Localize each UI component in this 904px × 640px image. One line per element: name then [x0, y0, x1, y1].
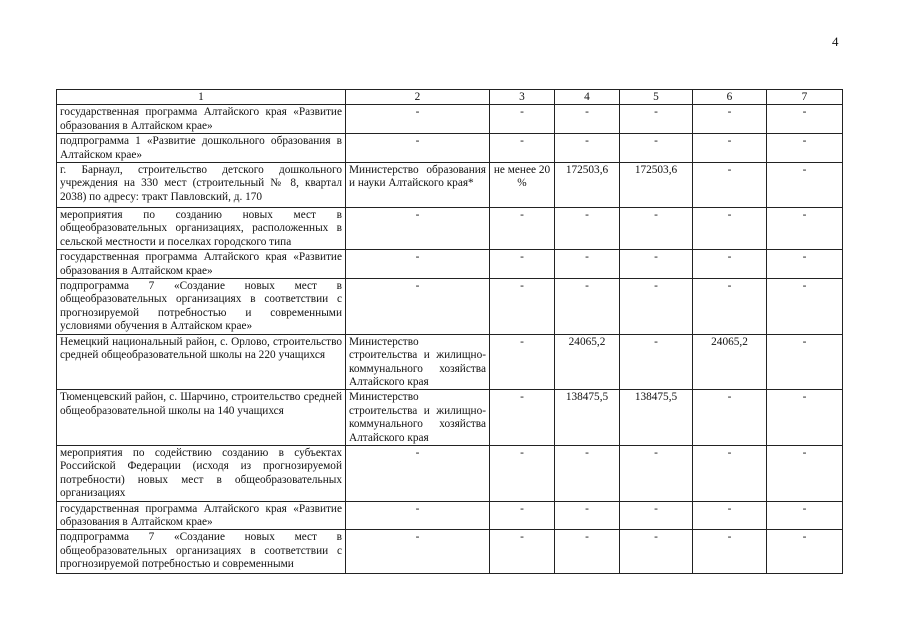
table-cell-col5: -	[620, 105, 693, 134]
table-row	[57, 163, 843, 208]
table-cell-col3: -	[490, 501, 555, 530]
table-row	[57, 279, 843, 335]
table-cell-col4: -	[555, 279, 620, 335]
table-cell-col5: -	[620, 134, 693, 163]
table-cell-col4: -	[555, 530, 620, 574]
table-cell-col5: -	[620, 279, 693, 335]
header-cell-1: 1	[57, 90, 346, 105]
table-cell-col2: -	[346, 445, 490, 501]
table-cell-col4: 24065,2	[555, 334, 620, 390]
table-cell-col3: -	[490, 208, 555, 250]
table-cell-col7: -	[767, 279, 843, 335]
table-cell-col1: государственная программа Алтайского края «Развитие образования в Алтайском крае»	[57, 105, 346, 134]
table-cell-col3: -	[490, 390, 555, 446]
table-cell-col2: -	[346, 530, 490, 574]
table-cell-col2: Министерство строительства и жилищно-коммунального хозяйства Алтайского края	[346, 334, 490, 390]
table-cell-col2: -	[346, 208, 490, 250]
table-cell-col6: -	[693, 163, 767, 208]
table-row	[57, 134, 843, 163]
table-cell-col6: -	[693, 445, 767, 501]
table-cell-col5: -	[620, 334, 693, 390]
table-cell-col3: -	[490, 134, 555, 163]
table-cell-col3: -	[490, 279, 555, 335]
table-cell-col4: 138475,5	[555, 390, 620, 446]
table-cell-col6: -	[693, 105, 767, 134]
table-cell-col1: подпрограмма 7 «Создание новых мест в общеобразовательных организациях в соответствии с прогнозируемой потребностью и современными условиями обучения в Алтайском крае»	[57, 279, 346, 335]
table-cell-col6: -	[693, 279, 767, 335]
table-cell-col4: -	[555, 105, 620, 134]
table-cell-col2: -	[346, 501, 490, 530]
table-row	[57, 208, 843, 250]
table-cell-col6: -	[693, 208, 767, 250]
table-row	[57, 334, 843, 390]
header-cell-6: 6	[693, 90, 767, 105]
table-row	[57, 250, 843, 279]
header-cell-7: 7	[767, 90, 843, 105]
table-cell-col5: 172503,6	[620, 163, 693, 208]
table-cell-col5: -	[620, 208, 693, 250]
table-cell-col6: -	[693, 390, 767, 446]
table-cell-col3: -	[490, 445, 555, 501]
table-cell-col1: г. Барнаул, строительство детского дошкольного учреждения на 330 мест (строительный № 8, квартал 2038) по адресу: тракт Павловский, д. 170	[57, 163, 346, 208]
table-cell-col7: -	[767, 445, 843, 501]
table-cell-col2: Министерство строительства и жилищно-коммунального хозяйства Алтайского края	[346, 390, 490, 446]
header-cell-5: 5	[620, 90, 693, 105]
table-cell-col5: -	[620, 445, 693, 501]
table-cell-col3: -	[490, 105, 555, 134]
table-cell-col6: -	[693, 134, 767, 163]
table-cell-col4: -	[555, 134, 620, 163]
table-cell-col7: -	[767, 105, 843, 134]
table-cell-col3: -	[490, 530, 555, 574]
table-cell-col6: 24065,2	[693, 334, 767, 390]
table-cell-col1: государственная программа Алтайского края «Развитие образования в Алтайском крае»	[57, 250, 346, 279]
table-cell-col6: -	[693, 530, 767, 574]
table-cell-col1: Тюменцевский район, с. Шарчино, строительство средней общеобразовательной школы на 140 учащихся	[57, 390, 346, 446]
table-cell-col2: Министерство образования и науки Алтайского края*	[346, 163, 490, 208]
header-cell-2: 2	[346, 90, 490, 105]
table-cell-col7: -	[767, 501, 843, 530]
table-cell-col6: -	[693, 250, 767, 279]
table-cell-col1: мероприятия по содействию созданию в субъектах Российской Федерации (исходя из прогнозируемой потребности) новых мест в общеобразовательных организациях	[57, 445, 346, 501]
table-cell-col2: -	[346, 250, 490, 279]
table-row	[57, 530, 843, 574]
table-cell-col3: не менее 20 %	[490, 163, 555, 208]
table-cell-col7: -	[767, 250, 843, 279]
table-cell-col7: -	[767, 134, 843, 163]
table-cell-col7: -	[767, 530, 843, 574]
table-row	[57, 445, 843, 501]
table-cell-col2: -	[346, 105, 490, 134]
table-cell-col1: Немецкий национальный район, с. Орлово, строительство средней общеобразовательной школы на 220 учащихся	[57, 334, 346, 390]
table-header-row	[57, 90, 843, 105]
table-cell-col1: мероприятия по созданию новых мест в общеобразовательных организациях, расположенных в сельской местности и поселках городского типа	[57, 208, 346, 250]
table-cell-col1: подпрограмма 1 «Развитие дошкольного образования в Алтайском крае»	[57, 134, 346, 163]
table-cell-col7: -	[767, 390, 843, 446]
table-row	[57, 501, 843, 530]
program-table	[56, 89, 843, 574]
table-cell-col5: -	[620, 250, 693, 279]
table-cell-col3: -	[490, 250, 555, 279]
table-cell-col2: -	[346, 279, 490, 335]
table-row	[57, 105, 843, 134]
table-cell-col3: -	[490, 334, 555, 390]
table-cell-col4: -	[555, 501, 620, 530]
table-cell-col4: -	[555, 445, 620, 501]
table-cell-col6: -	[693, 501, 767, 530]
table-cell-col1: подпрограмма 7 «Создание новых мест в общеобразовательных организациях в соответствии с прогнозируемой потребностью и современными	[57, 530, 346, 574]
table-cell-col4: 172503,6	[555, 163, 620, 208]
table-row	[57, 390, 843, 446]
table-cell-col7: -	[767, 208, 843, 250]
table-cell-col4: -	[555, 250, 620, 279]
table-cell-col2: -	[346, 134, 490, 163]
page-number: 4	[832, 34, 839, 49]
table-cell-col5: -	[620, 501, 693, 530]
table-cell-col5: 138475,5	[620, 390, 693, 446]
table-cell-col1: государственная программа Алтайского края «Развитие образования в Алтайском крае»	[57, 501, 346, 530]
header-cell-3: 3	[490, 90, 555, 105]
table-cell-col7: -	[767, 334, 843, 390]
table-cell-col5: -	[620, 530, 693, 574]
table-cell-col4: -	[555, 208, 620, 250]
header-cell-4: 4	[555, 90, 620, 105]
table-cell-col7: -	[767, 163, 843, 208]
